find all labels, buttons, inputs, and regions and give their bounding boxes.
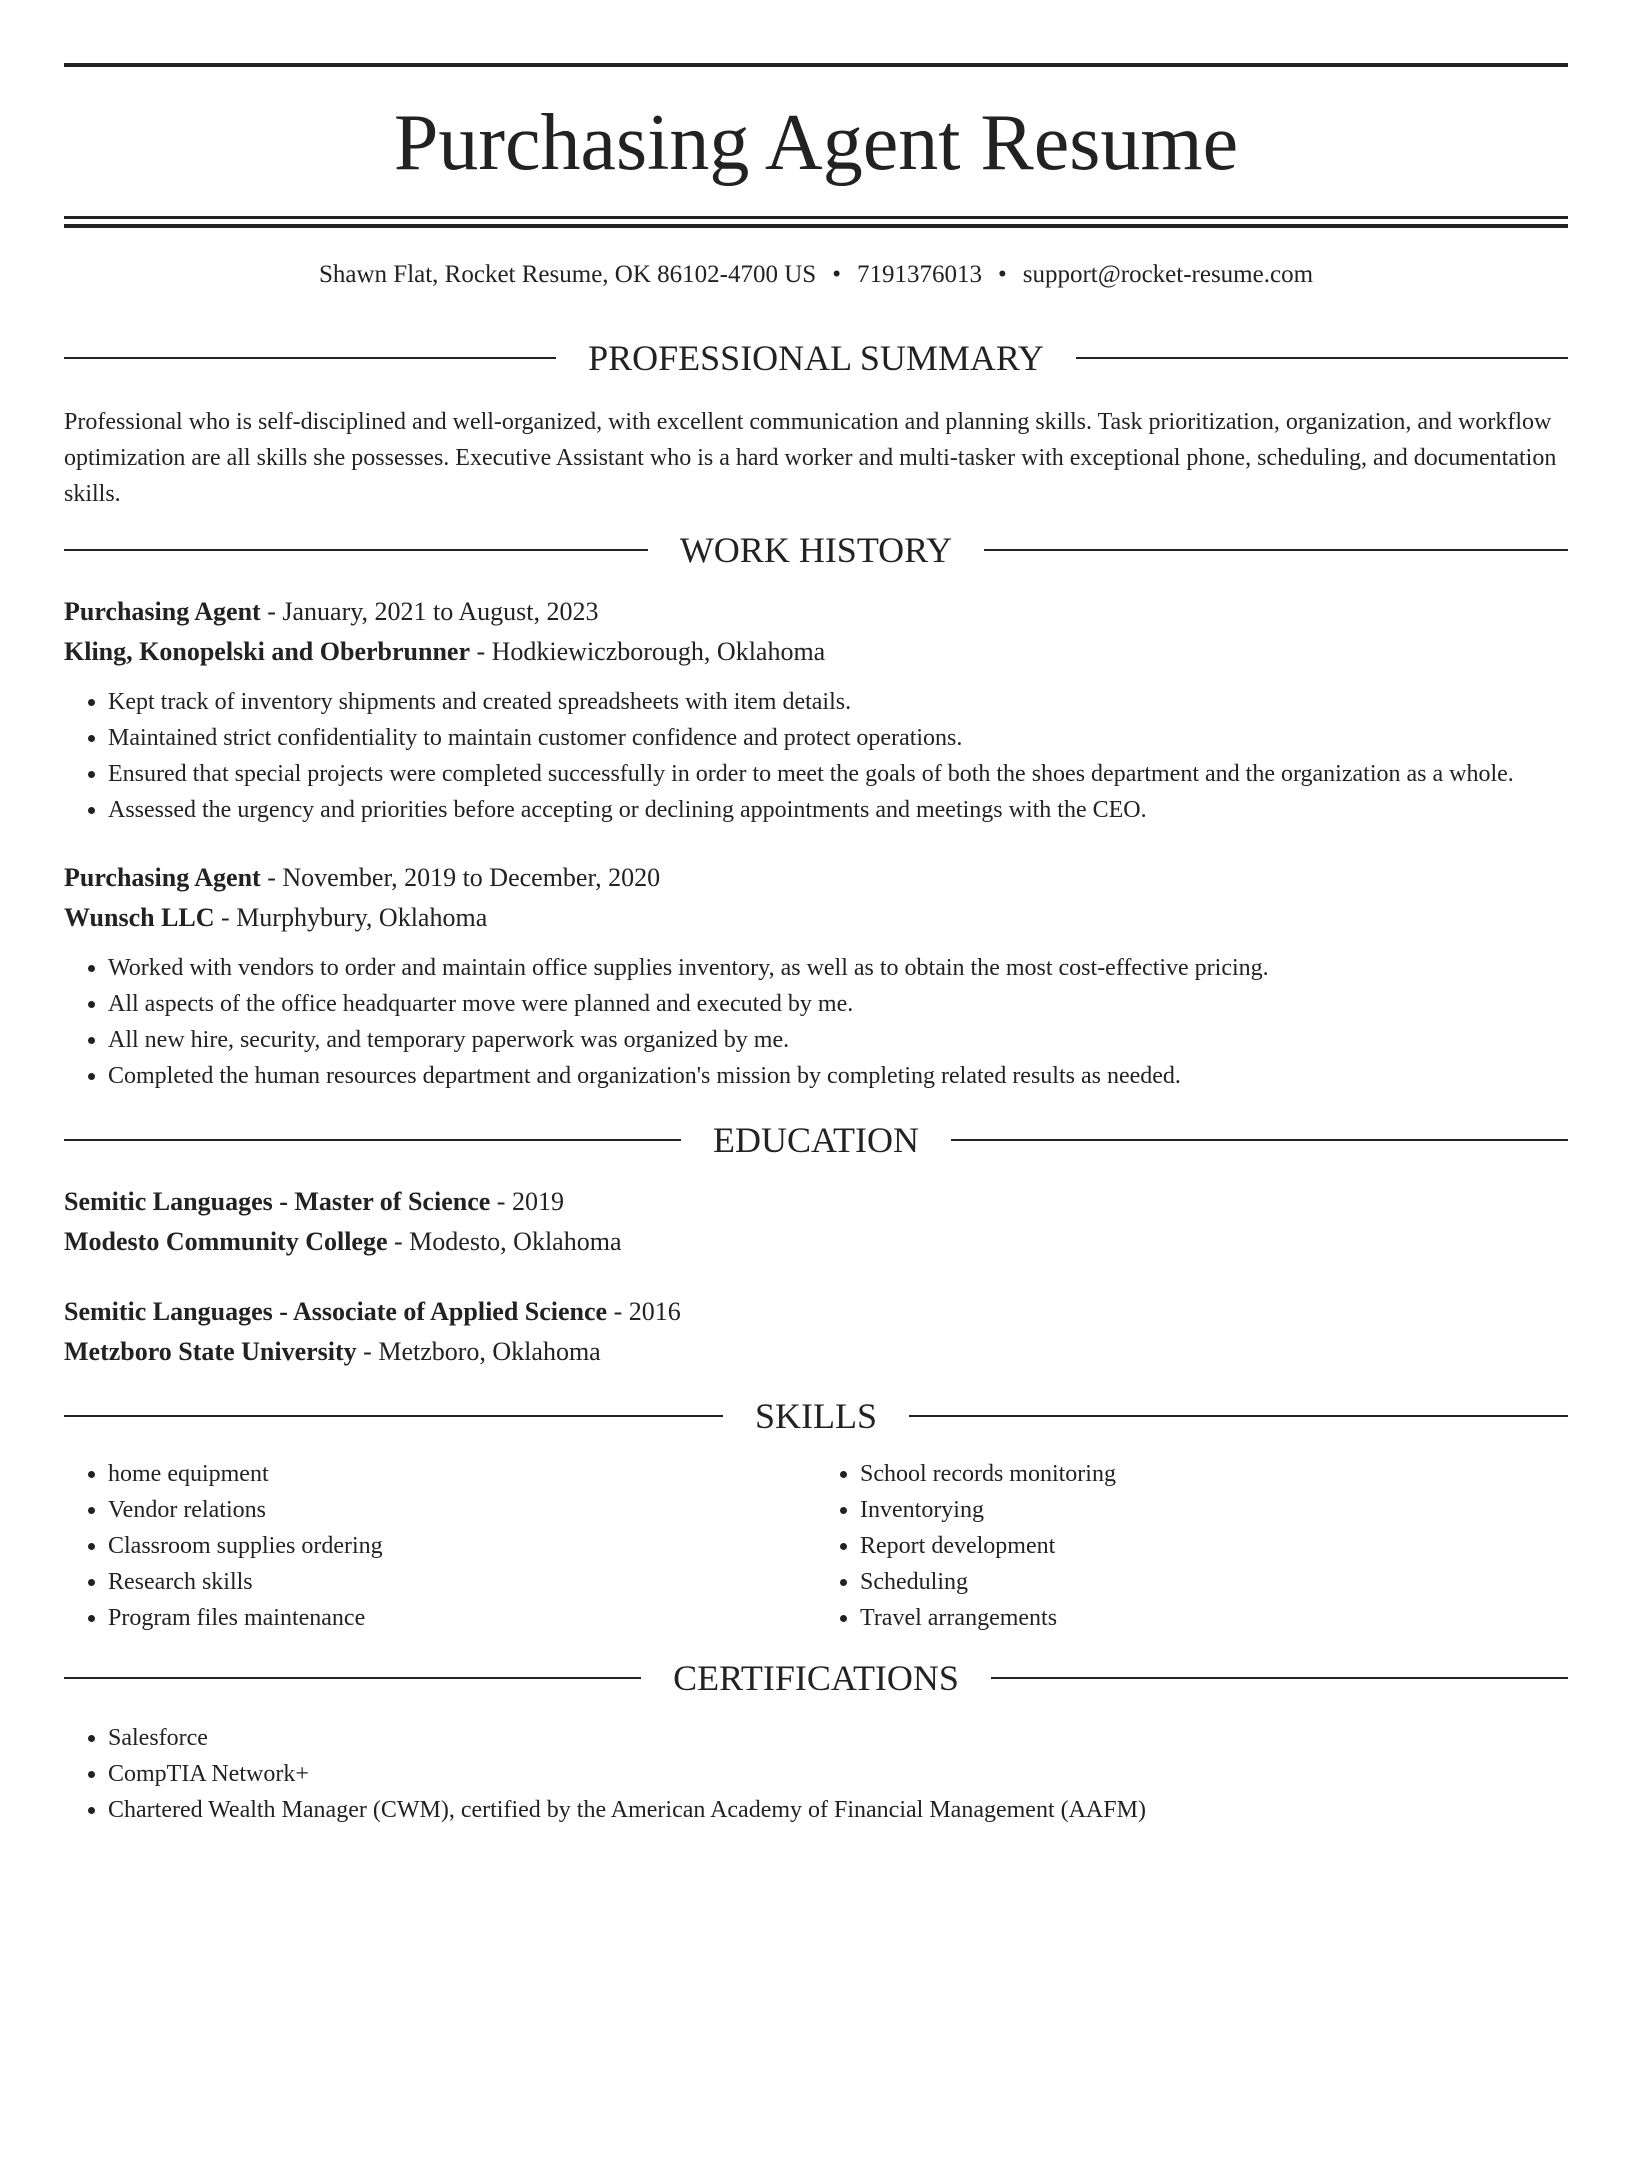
skill-item: • School records monitoring — [860, 1456, 1568, 1492]
skill-item: • Travel arrangements — [860, 1600, 1568, 1636]
contact-separator: • — [997, 261, 1007, 288]
school: Modesto Community College — [64, 1227, 388, 1256]
list-item: • Completed the human resources department and organization's mission by completing related results as needed. — [108, 1058, 1568, 1094]
resume-page — [0, 63, 1632, 2175]
section-title: SKILLS — [755, 1396, 878, 1436]
skill-item: • Scheduling — [860, 1564, 1568, 1600]
skills-list-left — [64, 1456, 816, 1636]
list-item: • Assessed the urgency and priorities before accepting or declining appointments and meetings with the CEO. — [108, 792, 1568, 828]
degree-line — [64, 1182, 1568, 1222]
section-title: WORK HISTORY — [679, 530, 953, 570]
heading-rule-right — [991, 1677, 1568, 1679]
section-heading-skills — [64, 1398, 1568, 1434]
skill-item: • Research skills — [108, 1564, 816, 1600]
degree-line — [64, 1292, 1568, 1332]
list-item: • All aspects of the office headquarter move were planned and executed by me. — [108, 986, 1568, 1022]
section-heading-education — [64, 1122, 1568, 1158]
degree-year: - 2019 — [490, 1187, 564, 1216]
school-location: - Metzboro, Oklahoma — [356, 1337, 601, 1366]
skill-item: • Classroom supplies ordering — [108, 1528, 816, 1564]
education-entry — [64, 1292, 1568, 1372]
school-location: - Modesto, Oklahoma — [387, 1227, 622, 1256]
contact-phone: 7191376013 — [856, 261, 982, 288]
section-title: CERTIFICATIONS — [673, 1658, 959, 1698]
job-dates: - January, 2021 to August, 2023 — [260, 597, 599, 626]
job-company-line — [64, 898, 1568, 938]
page-title: Purchasing Agent Resume — [393, 99, 1239, 187]
job-location: - Hodkiewiczborough, Oklahoma — [469, 637, 826, 666]
heading-rule-left — [64, 357, 556, 359]
degree-year: - 2016 — [607, 1297, 681, 1326]
skills-list-right — [816, 1456, 1568, 1636]
section-heading-certifications — [64, 1660, 1568, 1696]
degree: Semitic Languages - Associate of Applied Science — [64, 1297, 608, 1326]
skill-item: • home equipment — [108, 1456, 816, 1492]
job-entry — [64, 858, 1568, 1094]
job-company: Wunsch LLC — [64, 903, 215, 932]
list-item: • Ensured that special projects were completed successfully in order to meet the goals of both the shoes department and the organization as a whole. — [108, 756, 1568, 792]
job-duties-list — [64, 950, 1568, 1094]
job-dates: - November, 2019 to December, 2020 — [260, 863, 661, 892]
contact-address: Shawn Flat, Rocket Resume, OK 86102-4700 US — [318, 261, 817, 288]
job-title-line — [64, 858, 1568, 898]
list-item: • Maintained strict confidentiality to maintain customer confidence and protect operations. — [108, 720, 1568, 756]
certification-item: • Salesforce — [108, 1720, 1568, 1756]
title-double-rule — [64, 216, 1568, 228]
top-rule — [64, 63, 1568, 67]
job-entry — [64, 592, 1568, 828]
job-title: Purchasing Agent — [64, 863, 261, 892]
job-duties-list — [64, 684, 1568, 828]
contact-separator: • — [832, 261, 841, 288]
heading-rule-left — [64, 1677, 641, 1679]
list-item: • All new hire, security, and temporary paperwork was organized by me. — [108, 1022, 1568, 1058]
school-line — [64, 1332, 1568, 1372]
job-location: - Murphybury, Oklahoma — [214, 903, 488, 932]
job-company-line — [64, 632, 1568, 672]
contact-line — [64, 260, 1568, 290]
section-heading-work-history — [64, 532, 1568, 568]
list-item: • Worked with vendors to order and maintain office supplies inventory, as well as to obtain the most cost-effective pricing. — [108, 950, 1568, 986]
heading-rule-left — [64, 1415, 723, 1417]
school: Metzboro State University — [64, 1337, 357, 1366]
certification-item: • CompTIA Network+ — [108, 1756, 1568, 1792]
certification-item: • Chartered Wealth Manager (CWM), certified by the American Academy of Financial Management (AAFM) — [108, 1792, 1568, 1828]
skills-grid — [64, 1456, 1568, 1636]
list-item: • Kept track of inventory shipments and created spreadsheets with item details. — [108, 684, 1568, 720]
skill-item: • Program files maintenance — [108, 1600, 816, 1636]
contact-email: support@rocket-resume.com — [1022, 261, 1314, 288]
heading-rule-right — [951, 1139, 1568, 1141]
school-line — [64, 1222, 1568, 1262]
job-title: Purchasing Agent — [64, 597, 261, 626]
certifications-list — [64, 1720, 1568, 1828]
education-entry — [64, 1182, 1568, 1262]
skill-item: • Vendor relations — [108, 1492, 816, 1528]
skill-item: • Inventorying — [860, 1492, 1568, 1528]
summary-text: Professional who is self-disciplined and well-organized, with excellent communication and planning skills. Task prioritization, organization, and workflow optimization are all skills she possesses. Executive Assistant who is a hard worker and multi-tasker with exceptional phone, scheduling, and documentation skills. — [64, 409, 1557, 507]
degree: Semitic Languages - Master of Science — [64, 1187, 491, 1216]
heading-rule-right — [1076, 357, 1568, 359]
section-title: EDUCATION — [713, 1120, 919, 1160]
heading-rule-left — [64, 549, 648, 551]
section-heading-summary — [64, 340, 1568, 376]
heading-rule-left — [64, 1139, 681, 1141]
job-company: Kling, Konopelski and Oberbrunner — [64, 637, 470, 666]
job-title-line — [64, 592, 1568, 632]
heading-rule-right — [909, 1415, 1568, 1417]
skill-item: • Report development — [860, 1528, 1568, 1564]
heading-rule-right — [984, 549, 1568, 551]
section-title: PROFESSIONAL SUMMARY — [588, 338, 1044, 378]
